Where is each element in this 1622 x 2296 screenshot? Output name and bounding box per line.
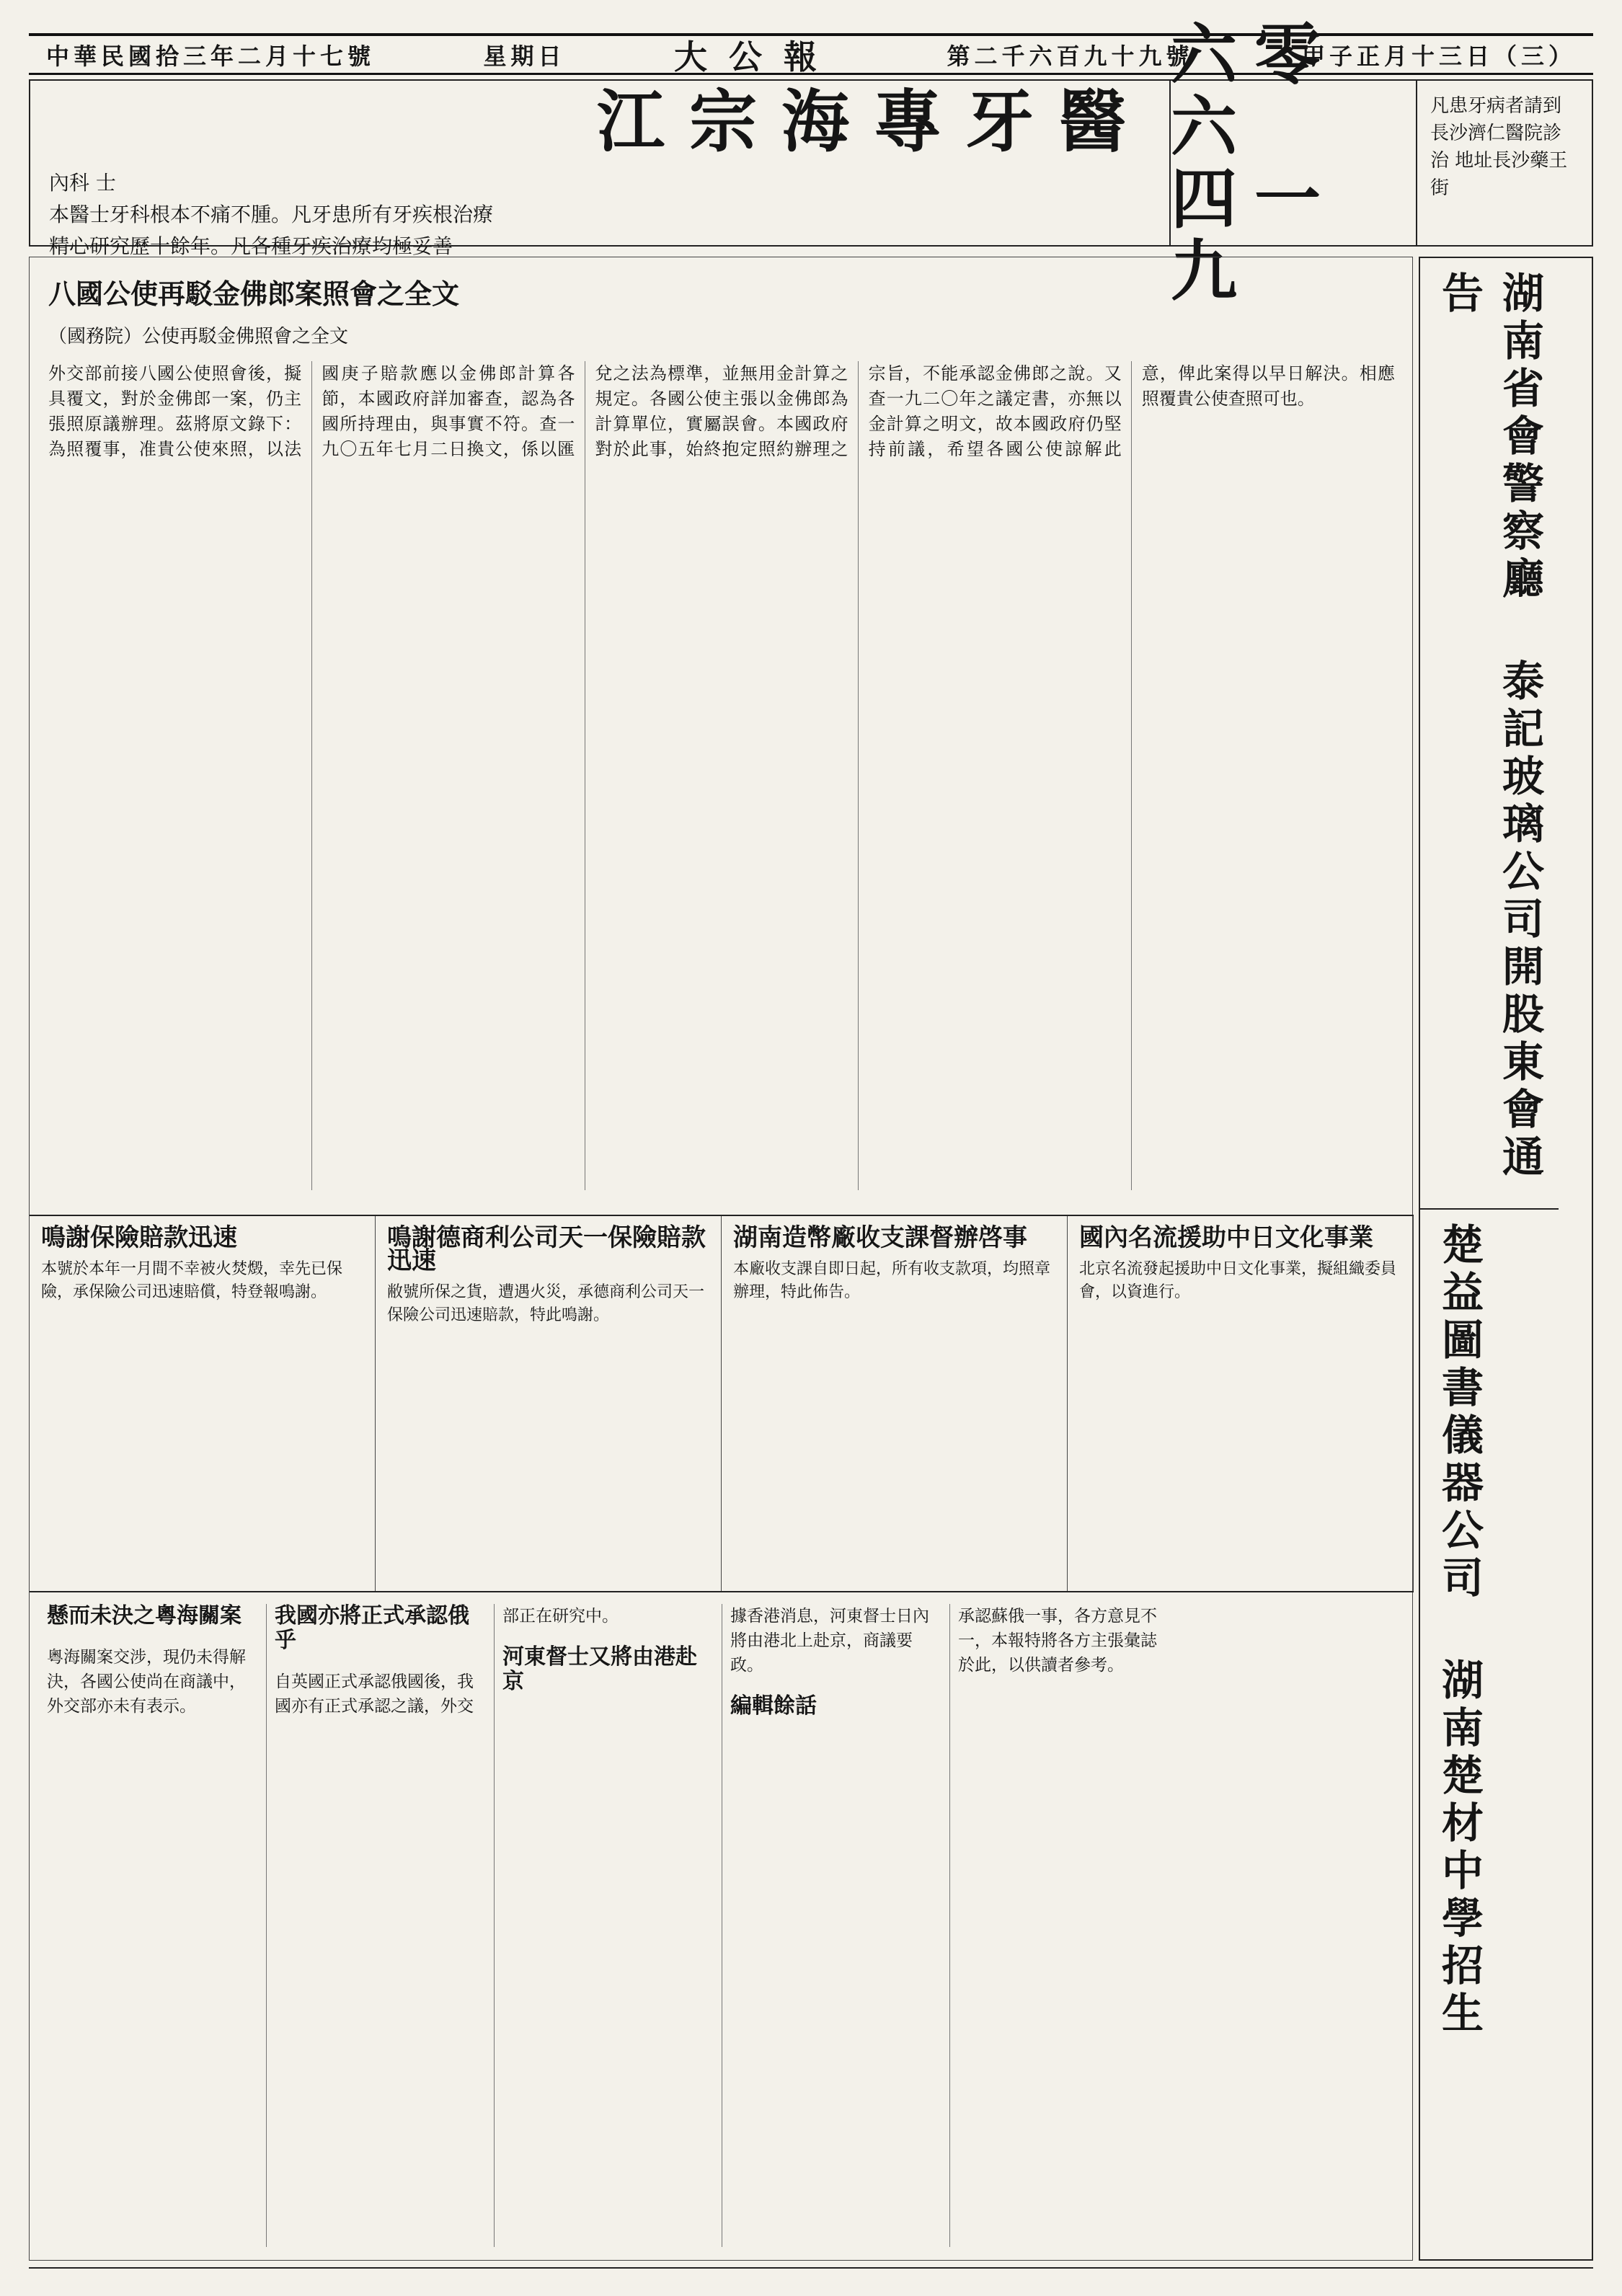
ad-dentist-title: 江宗海專牙醫 bbox=[596, 81, 1151, 161]
ad-title: 鳴謝保險賠款迅速 bbox=[41, 1223, 237, 1252]
article-headline: 八國公使再駁金佛郎案照會之全文 bbox=[48, 278, 460, 310]
footer-rule bbox=[29, 2267, 1593, 2269]
news-headline: 我國亦將正式承認俄乎 bbox=[275, 1603, 469, 1653]
ad-box bbox=[722, 1216, 1068, 1591]
lead-article bbox=[30, 257, 1414, 1216]
masthead-weekday: 星期日 bbox=[483, 42, 566, 70]
news-text: 粵海關案交涉，現仍未得解決，各國公使尚在商議中，外交部亦未有表示。 bbox=[47, 1648, 246, 1716]
ad-box bbox=[30, 1216, 376, 1591]
news-text: 自英國正式承認俄國後，我國亦有正式承認之議，外交部正在研究中。 bbox=[275, 1607, 619, 1716]
ad-title: 鳴謝德商利公司天一保險賠款迅速 bbox=[387, 1223, 706, 1275]
ad-dentist-subtitle: 內科 士 bbox=[49, 170, 116, 195]
main-content bbox=[29, 257, 1413, 2261]
ad-text: 本號於本年一月間不幸被火焚燬，幸先已保險，承保險公司迅速賠償，特登報鳴謝。 bbox=[41, 1260, 343, 1301]
ad-dentist-line: 本醫士牙科根本不痛不腫。凡牙患所有牙疾根治療 bbox=[49, 202, 494, 226]
news-text: 承認蘇俄一事，各方意見不一，本報特將各方主張彙誌於此，以供讀者參考。 bbox=[958, 1607, 1157, 1675]
article-subheadline: （國務院）公使再駁金佛照會之全文 bbox=[48, 326, 349, 347]
news-text: 據香港消息，河東督士日內將由港北上赴京，商議要政。 bbox=[730, 1607, 929, 1675]
masthead-number: 第二千六百九十九號 bbox=[947, 42, 1194, 70]
masthead-lunar: 甲子正月十三日（三） bbox=[1301, 42, 1576, 70]
ad-title: 湖南造幣廠收支課督辦啓事 bbox=[733, 1223, 1027, 1252]
ads-block bbox=[30, 1216, 1414, 1592]
news-headline: 懸而未決之粵海關案 bbox=[47, 1603, 241, 1628]
ad-box bbox=[376, 1216, 722, 1591]
right-notice-top: 湖南省會警察廳 泰記玻璃公司開股東會通告 bbox=[1420, 258, 1559, 1210]
ad-text: 北京名流發起援助中日文化事業，擬組織委員會，以資進行。 bbox=[1079, 1260, 1397, 1301]
lower-news bbox=[30, 1591, 1414, 2260]
right-notice-bottom: 楚益圖書儀器公司 湖南楚材中學招生 bbox=[1435, 1223, 1484, 2039]
ad-title: 國內名流援助中日文化事業 bbox=[1079, 1223, 1373, 1252]
right-notices bbox=[1419, 257, 1593, 2261]
ad-phone-line1: 六零六 bbox=[1171, 16, 1339, 166]
ad-text: 敝號所保之貨，遭遇火災，承德商利公司天一保險公司迅速賠款，特此鳴謝。 bbox=[387, 1283, 705, 1324]
ad-clinic bbox=[1417, 81, 1592, 245]
ad-box bbox=[1068, 1216, 1414, 1591]
ad-phone bbox=[1169, 16, 1417, 310]
news-headline: 編輯餘話 bbox=[730, 1693, 817, 1719]
masthead-brand: 大公報 bbox=[674, 37, 838, 76]
ad-text: 本廠收支課自即日起，所有收支款項，均照章辦理，特此佈告。 bbox=[733, 1260, 1051, 1301]
ad-clinic-text: 凡患牙病者請到長沙濟仁醫院診治 地址長沙藥王街 bbox=[1430, 95, 1568, 199]
ad-dentist-line: 精心研究歷十餘年。凡各種牙疾治療均極妥善 bbox=[49, 234, 453, 258]
news-headline: 河東督士又將由港赴京 bbox=[502, 1644, 697, 1694]
article-body: 外交部前接八國公使照會後，擬具覆文，對於金佛郎一案，仍主張照原議辦理。茲將原文錄下：為照覆事，准貴公使來照，以法國庚子賠款應以金佛郎計算各節，本國政府詳加審查，認為各國所持理由，與事實不符。查一九〇五年七月二日換文，係以匯兌之法為標準，並無用金計算之規定。各國公使主張以金佛郎為計算單位，實屬誤會。本國政府對於此事，始終抱定照約辦理之宗旨，不能承認金佛郎之說。又查一九二〇年之議定書，亦無以金計算之明文，故本國政府仍堅持前議，希望各國公使諒解此意，俾此案得以早日解決。相應照覆貴公使查照可也。 bbox=[48, 363, 1395, 459]
masthead-issue: 中華民國拾三年二月十七號 bbox=[46, 42, 376, 70]
ad-dentist bbox=[30, 81, 1169, 258]
ad-phone-line2: 四一九 bbox=[1171, 160, 1339, 310]
